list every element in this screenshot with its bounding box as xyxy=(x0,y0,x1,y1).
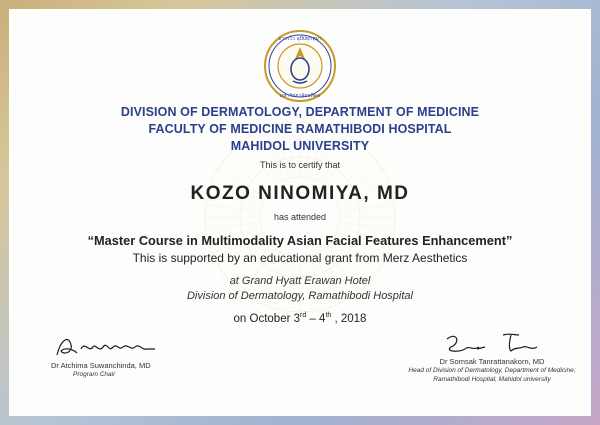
certify-text: This is to certify that xyxy=(259,160,341,170)
certificate-paper xyxy=(9,9,591,416)
header-line-1: DIVISION OF DERMATOLOGY, DEPARTMENT OF MEDICINE xyxy=(120,105,480,119)
support-text: This is supported by an educational grant from Merz Aesthetics xyxy=(132,251,468,265)
signatory-right-role-1: Head of Division of Dermatology, Department of Medicine, xyxy=(408,367,576,374)
venue-line-1: at Grand Hyatt Erawan Hotel xyxy=(229,275,371,287)
watermark-ray xyxy=(203,222,261,230)
header-line-2: FACULTY OF MEDICINE RAMATHIBODI HOSPITAL xyxy=(148,122,452,136)
watermark-ray xyxy=(340,204,398,212)
seal-text-top: ถาวรไว อุปัปทุกทุมา xyxy=(278,36,322,42)
signatory-right-role-2: Ramathibodi Hospital, Mahidol university xyxy=(433,376,551,383)
signature-left xyxy=(51,331,161,361)
attended-text: has attended xyxy=(273,212,327,222)
venue-line-2: Division of Dermatology, Ramathibodi Hospital xyxy=(186,290,413,302)
signatory-left-name: Dr Atchima Suwanchinda, MD xyxy=(51,361,151,370)
watermark-ray xyxy=(340,222,398,230)
signature-block-right xyxy=(407,329,577,384)
signature-right xyxy=(437,329,547,357)
recipient-name: KOZO NINOMIYA, MD xyxy=(190,183,410,204)
watermark-ray xyxy=(203,204,261,212)
header-line-3: MAHIDOL UNIVERSITY xyxy=(230,139,370,153)
signatory-right-name: Dr Somsak Tanrattanakorn, MD xyxy=(439,357,545,366)
signature-block-left xyxy=(51,331,161,379)
signatory-left-role: Program Chair xyxy=(73,371,116,378)
university-seal xyxy=(263,29,337,103)
event-date: on October 3rd – 4th , 2018 xyxy=(233,312,367,325)
seal-text-bottom: มหาวิทยาลัยมหิดล xyxy=(279,93,321,99)
course-title: “Master Course in Multimodality Asian Facial Features Enhancement” xyxy=(87,233,513,248)
